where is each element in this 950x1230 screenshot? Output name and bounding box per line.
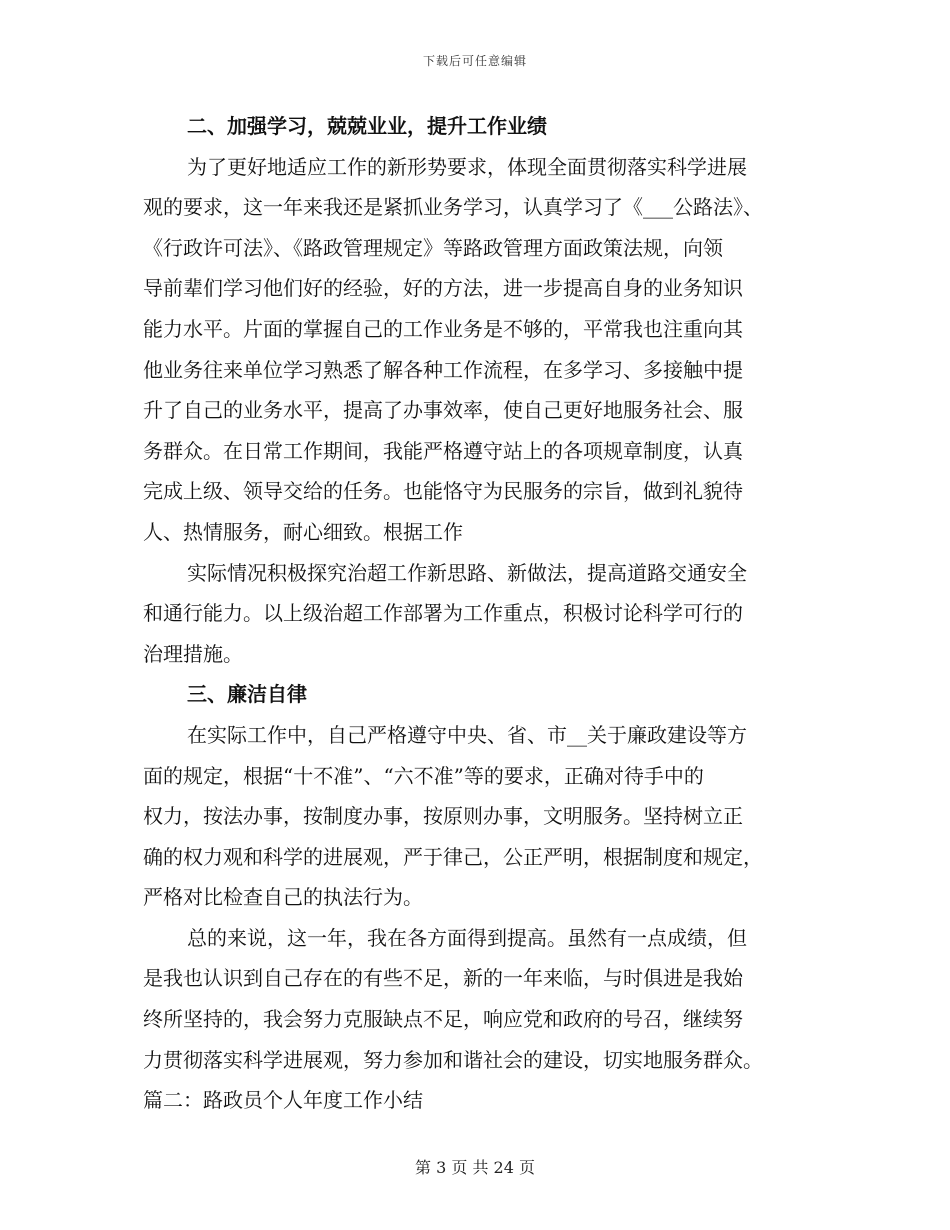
paragraph-line: 他业务往来单位学习熟悉了解各种工作流程，在多学习、多接触中提 xyxy=(143,357,743,382)
paragraph-line: 务群众。在日常工作期间，我能严格遵守站上的各项规章制度，认真 xyxy=(143,438,743,463)
paragraph-summary xyxy=(143,918,815,1080)
paragraph-line: 完成上级、领导交给的任务。也能恪守为民服务的宗旨，做到礼貌待 xyxy=(143,479,743,504)
paragraph-line: 为了更好地适应工作的新形势要求，体现全面贯彻落实科学进展 xyxy=(187,154,747,179)
paragraph-line: 终所坚持的，我会努力克服缺点不足，响应党和政府的号召，继续努 xyxy=(143,1007,743,1032)
paragraph-line: 升了自己的业务水平，提高了办事效率，使自己更好地服务社会、服 xyxy=(143,398,743,423)
paragraph-study xyxy=(143,147,815,553)
paragraph-line: 《行政许可法》、《路政管理规定》等路政管理方面政策法规，向领 xyxy=(143,235,723,260)
paragraph-line: 总的来说，这一年，我在各方面得到提高。虽然有一点成绩，但 xyxy=(187,925,747,950)
paragraph-line: 确的权力观和科学的进展观，严于律己，公正严明，根据制度和规定， xyxy=(143,844,763,869)
paragraph-line: 在实际工作中，自己严格遵守中央、省、市__关于廉政建设等方 xyxy=(187,722,747,747)
paragraph-line: 严格对比检查自己的执法行为。 xyxy=(143,885,423,910)
next-article-title: 篇二：路政员个人年度工作小结 xyxy=(143,1088,423,1113)
page-number: 第 3 页 共 24 页 xyxy=(415,1158,535,1177)
page-header: 下载后可任意编辑 xyxy=(422,54,527,68)
paragraph-line: 和通行能力。以上级治超工作部署为工作重点，积极讨论科学可行的 xyxy=(143,601,743,626)
paragraph-line: 实际情况积极探究治超工作新思路、新做法，提高道路交通安全 xyxy=(187,560,747,585)
paragraph-overload xyxy=(143,553,815,675)
section-heading-study: 二、加强学习，兢兢业业，提升工作业绩 xyxy=(187,114,547,138)
paragraph-line: 人、热情服务，耐心细致。根据工作 xyxy=(143,519,463,544)
section-heading-integrity: 三、廉洁自律 xyxy=(187,682,307,707)
paragraph-line: 导前辈们学习他们好的经验，好的方法，进一步提高自身的业务知识 xyxy=(143,276,743,301)
paragraph-line: 观的要求，这一年来我还是紧抓业务学习，认真学习了《___公路法》、 xyxy=(143,195,763,220)
paragraph-line: 面的规定，根据“十不准”、“六不准”等的要求，正确对待手中的 xyxy=(143,763,704,788)
paragraph-line: 能力水平。片面的掌握自己的工作业务是不够的，平常我也注重向其 xyxy=(143,316,743,341)
paragraph-line: 权力，按法办事，按制度办事，按原则办事，文明服务。坚持树立正 xyxy=(143,804,743,829)
paragraph-integrity xyxy=(143,715,815,918)
paragraph-line: 是我也认识到自己存在的有些不足，新的一年来临，与时俱进是我始 xyxy=(143,966,743,991)
paragraph-line: 力贯彻落实科学进展观，努力参加和谐社会的建设，切实地服务群众。 xyxy=(143,1047,763,1072)
paragraph-line: 治理措施。 xyxy=(143,641,243,666)
document-body xyxy=(143,106,815,1121)
